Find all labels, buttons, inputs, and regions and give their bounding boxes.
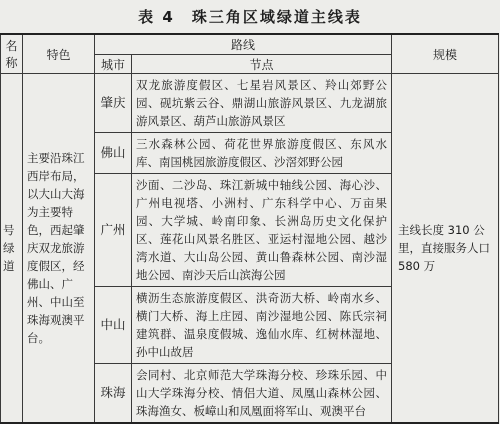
header-feature: 特色 xyxy=(23,34,95,74)
greenway-table xyxy=(0,33,499,424)
nodes-cell: 横沥生态旅游度假区、洪奇沥大桥、岭南水乡、横门大桥、海上庄园、南沙湿地公园、陈氏宗祠建筑群、温泉度假城、逸仙水库、红树林湿地、孙中山故居 xyxy=(132,287,392,364)
header-scale: 规模 xyxy=(392,34,499,74)
table-title: 表 4 珠三角区域绿道主线表 xyxy=(138,8,362,26)
city-cell: 广州 xyxy=(95,174,132,287)
city-cell: 珠海 xyxy=(95,364,132,424)
header-city: 城市 xyxy=(95,55,132,74)
nodes-cell: 三水森林公园、荷花世界旅游度假区、东风水库、南国桃园旅游度假区、沙滘郊野公园 xyxy=(132,133,392,174)
nodes-cell: 沙面、二沙岛、珠江新城中轴线公园、海心沙、广州电视塔、小洲村、广东科学中心、万亩果园、大学城、岭南印象、长洲岛历史文化保护区、莲花山风景名胜区、亚运村湿地公园、越沙湾水道、大山岛公园、黄山鲁森林公园、南沙湿地公园、南沙天后山滨海公园 xyxy=(132,174,392,287)
header-route: 路线 xyxy=(95,34,392,55)
header-row-1 xyxy=(1,34,499,55)
table-row xyxy=(1,74,499,133)
scale-cell: 主线长度 310 公里，直接服务人口 580 万 xyxy=(392,74,499,424)
route-name-cell: 号绿道 xyxy=(1,74,23,424)
city-cell: 佛山 xyxy=(95,133,132,174)
nodes-cell: 会同村、北京师范大学珠海分校、珍珠乐园、中山大学珠海分校、情侣大道、凤凰山森林公园、珠海渔女、板嶂山和凤凰面将军山、观澳平台 xyxy=(132,364,392,424)
header-name: 名称 xyxy=(1,34,23,74)
feature-cell: 主要沿珠江西岸布局，以大山大海为主要特色，西起肇庆双龙旅游度假区，经佛山、广州、中山至珠海观澳平台。 xyxy=(23,74,95,424)
header-nodes: 节点 xyxy=(132,55,392,74)
city-cell: 肇庆 xyxy=(95,74,132,133)
city-cell: 中山 xyxy=(95,287,132,364)
nodes-cell: 双龙旅游度假区、七星岩风景区、羚山郊野公园、砚坑紫云谷、鼎湖山旅游风景区、九龙湖旅游风景区、葫芦山旅游风景区 xyxy=(132,74,392,133)
